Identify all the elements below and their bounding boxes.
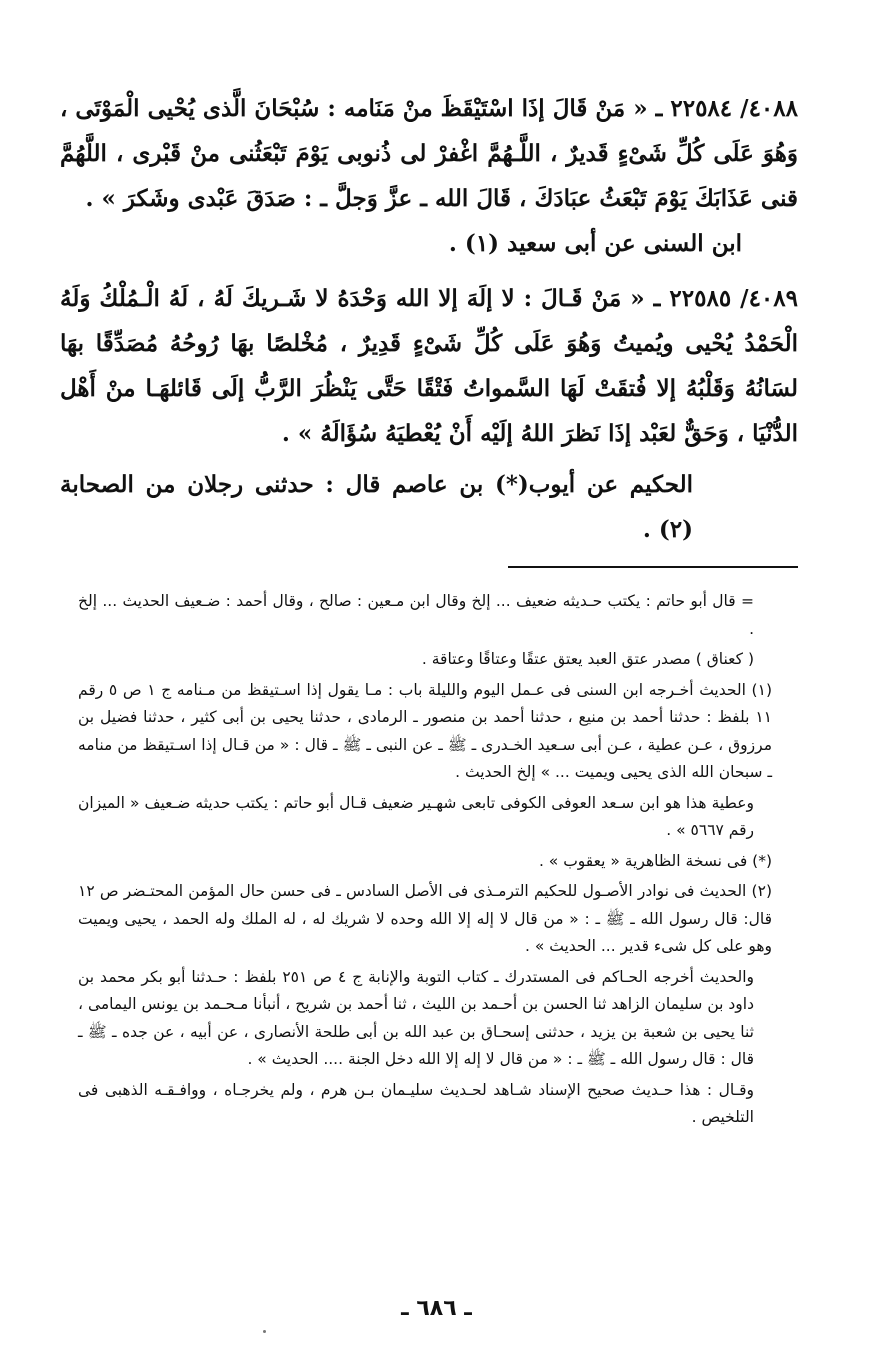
footnote-divider [508,566,798,568]
footnote-star: (*) فى نسخة الظاهرية « يعقوب » . [538,851,772,870]
footnote-1: (١) الحديث أخـرجه ابن السنى فى عـمل اليوم والليلة باب : مـا يقول إذا اسـتيقظ من مـنامه ج ١ ص ٥ رقم ١١ بلفظ : حدثنا أحمد بن منيع ، حدثنا أحمد بن منصور ـ الرمادى ، حدثنا يحيى بن أبى كثير ، حدثنا فضيل بن مرزوق ، عـن عطية ، عـن أبى سـعيد الخـدرى ـ ﷺ ـ عن النبى ـ ﷺ ـ قال : « من قـال إذا اسـتيقظ من منامه ـ سبحان الله الذى يحيى ويميت ... » إلخ الحديث . [78,680,772,781]
footnote-2: (٢) الحديث فى نوادر الأصـول للحكيم الترمـذى فى الأصل السادس ـ فى حسن حال المؤمن المحتـضر ص ١٢ قال: قال رسول الله ـ ﷺ ـ : « من قال لا إله إلا الله وحده لا شريك له ، له الملك وله الحمد ، يحيى ويميت وهو على كل شىء قدير ... الحديث » . [78,882,772,955]
footnote-2-note: والحديث أخرجه الحـاكم فى المستدرك ـ كتاب التوبة والإنابة ج ٤ ص ٢٥١ بلفظ : حـدثنا أبو بكر محمد بن داود بن سليمان الزاهد ثنا الحسن بن أحـمد بن الليث ، ثنا أحمد بن شريح ، أنبأنا مـحـمد بن يونس اليمامى ، ثنا يحيى بن شعبة بن يزيد ، حدثنى إسحـاق بن عبد الله بن أبى طلحة الأنصارى ، عن أبيه ، عن جده ـ ﷺ ـ قال : قال رسول الله ـ ﷺ ـ : « من قال لا إله إلا الله دخل الجنة .... الحديث » . [78,967,754,1068]
footnote-1-note: وعطية هذا هو ابن سـعد العوفى الكوفى تابعى شهـير ضعيف قـال أبو حاتم : يكتب حديثه ضـعيف « الميزان رقم ٥٦٦٧ » . [78,793,754,839]
source-4089: الحكيم عن أيوب(*) بن عاصم قال : حدثنى رجلان من الصحابة (٢) . [60,471,693,543]
footnote-continuation: = قال أبو حاتم : يكتب حـديثه ضعيف ... إلخ وقال ابن مـعين : صالح ، وقال أحمد : ضـعيف الحديث ... إلخ . [78,592,754,638]
footnotes [78,588,772,1135]
hadith-4089: ٤٠٨٩/ ٢٢٥٨٥ ـ « مَنْ قَـالَ : لا إلَهَ إلا الله وَحْدَهُ لا شَـريكَ لَهُ ، لَهُ الْـمُلْكُ وَلَهُ الْحَمْدُ يُحْيى ويُميتُ وَهُوَ عَلَى كُلِّ شَىْءٍ قَدِيرٌ ، مُخْلصًا بهَا رُوحُهُ مُصَدِّقًا بهَا لسَانُهُ وَقَلْبُهُ إلا فُتقَتْ لَهَا السَّمواتُ فَتْقًا حَتَّى يَنْظُرَ الرَّبُّ إلَى قَائلهَـا منْ أَهْل الدُّنْيَا ، وَحَقٌّ لعَبْد إذَا نَظرَ اللهُ إلَيْه أَنْ يُعْطيَهُ سُؤَالَهُ » . [60,285,798,447]
source-4088: ابن السنى عن أبى سعيد (١) . [448,230,742,257]
page-number: ـ ٦٨٦ ـ [401,1296,472,1321]
footnote-2-note: وقـال : هذا حـديث صحيح الإسناد شـاهد لحـديث سليـمان بـن هرم ، ولم يخرجـاه ، ووافـقـه الذهبى فى التلخيص . [78,1080,754,1126]
footnote-continuation: ( كعناق ) مصدر عتق العبد يعتق عتقًا وعتاقًا وعتاقة . [421,650,754,668]
hadith-4088: ٤٠٨٨/ ٢٢٥٨٤ ـ « مَنْ قَالَ إذَا اسْتَيْقَظَ منْ مَنَامه : سُبْحَانَ الَّذى يُحْيى الْمَوْتَى ، وَهُوَ عَلَى كُلِّ شَىْءٍ قَديرٌ ، اللَّـهُمَّ اغْفرْ لى ذُنوبى يَوْمَ تَبْعَثُنى منْ قَبْرى ، اللَّهُمَّ قنى عَذَابَكَ يَوْمَ تَبْعَثُ عبَادَكَ ، قَالَ الله ـ عزَّ وَجلَّ ـ : صَدَقَ عَبْدى وشَكرَ » . [59,95,798,212]
main-text [60,86,798,552]
scan-speck [263,1330,266,1333]
